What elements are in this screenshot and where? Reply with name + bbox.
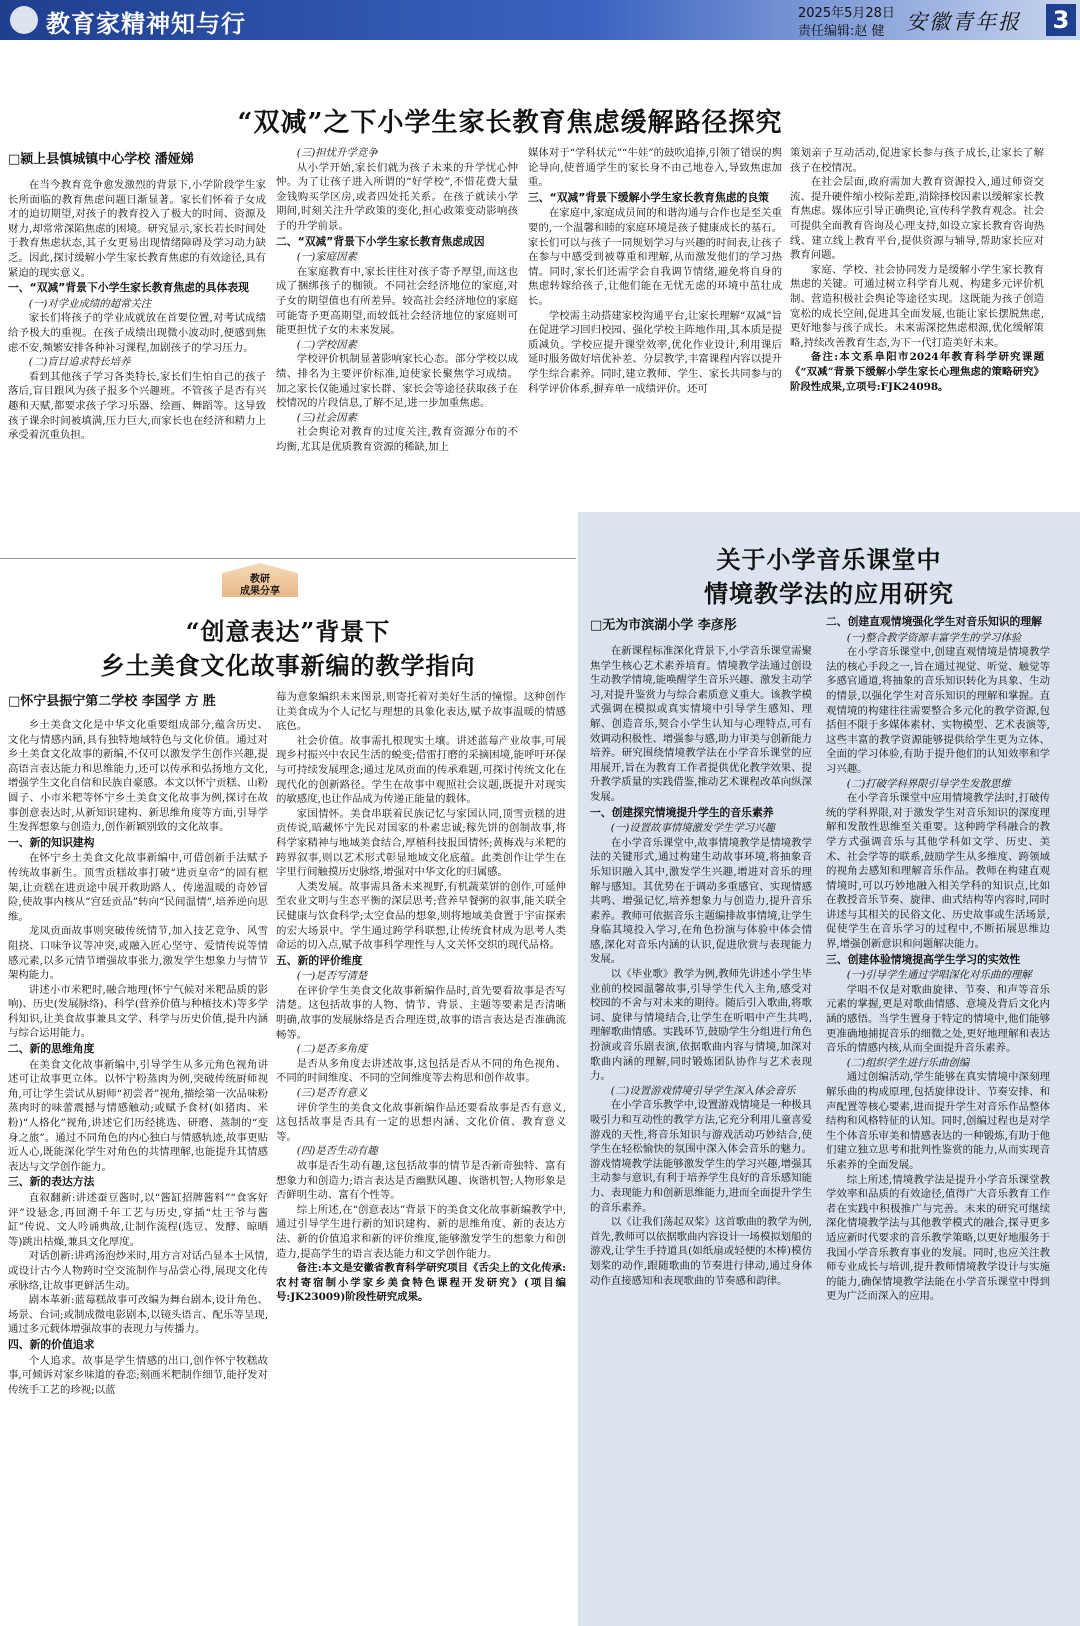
subsection-heading: (二)学校因素 xyxy=(296,338,357,351)
paragraph: 在小学音乐课堂中,故事情境教学是情境教学法的关键形式,通过构建生动故事环境,将抽象音乐知识融入其中,激发学生兴趣,增进对音乐的理解与感知。其优势在于调动多重感官、实现情感共鸣、增强记忆,培养想象力与创造力,提升音乐素养。教师可依据音乐主题编排故事情境,让学生身临其境投入学习,在角色扮演与体验中体会情感,深化对音乐内涵的认识,促进欣赏与表现能力发展。 xyxy=(590,836,812,966)
paragraph: 是否从多角度去讲述故事,这包括是否从不同的角色视角、不同的时间维度、不同的空间维度等去构思和创作故事。 xyxy=(276,1057,566,1085)
paragraph: 故事是否生动有趣,这包括故事的情节是否新奇独特、富有想象力和创造力;语言表达是否幽默风趣、诙谐机智;人物形象是否鲜明生动、富有个性等。 xyxy=(276,1160,566,1202)
paragraph-continued: 媒体对于“学科状元”“牛娃”的鼓吹追捧,引领了错误的舆论导向,使普通学生的家长身不由己地卷入,导致焦虑加重。 xyxy=(528,147,782,189)
article2-byline: □怀宁县振宁第二学校 李国学 方 胜 xyxy=(8,694,216,709)
article3-byline: □无为市滨湖小学 李彦彤 xyxy=(590,618,737,633)
article1-column-2 xyxy=(276,146,518,558)
paragraph: 社会价值。故事需扎根现实土壤。讲述蓝莓产业故事,可展现乡村振兴中农民生活的蜕变;借雷打磨的采摘困境,能呼吁环保与可持续发展理念;通过龙凤贡面的传承难题,可探讨传统文化在现代化的创新路径。学生在故事中观照社会议题,既提升对现实的敏感度,也让作品成为传递正能量的载体。 xyxy=(276,734,566,806)
section-heading: 三、创建体验情境提高学生学习的实效性 xyxy=(826,952,1021,966)
article2-title-line1: “创意表达”背景下 xyxy=(185,617,391,646)
paragraph: 家国情怀。美食串联着民族记忆与家国认同,顶雪贡糕的进贡传说,暗藏怀宁先民对国家的朴素忠诚;稼先饼的创制故事,将科学家精神与地域美食结合,厚植科技报国情怀;黄梅戏与米粑的跨界叙事,则以艺术形式彰显地域文化底蕴。此类创作让学生在字里行间触摸历史脉络,增强对中华文化的归属感。 xyxy=(276,807,566,879)
article2-title-line2: 乡土美食文化故事新编的教学指向 xyxy=(100,651,476,680)
paragraph: 对话创新:讲鸡汤泡炒米时,用方言对话凸显本土风情,或设计古今人物跨时空交流制作与品尝心得,展现文化传承脉络,让故事更鲜活生动。 xyxy=(8,1250,268,1292)
paragraph: 社会舆论对教育的过度关注,教育资源分布的不均衡,尤其是优质教育资源的稀缺,加上 xyxy=(276,426,518,453)
paragraph: 直叙翻新:讲述蚕豆酱时,以“酱缸招牌酱料”“食客好评”设悬念,再回溯千年工艺与历史,穿插“灶王爷与酱缸”传说、文人吟诵典故,让制作流程(选豆、发酵、晾晒等)跳出枯燥,兼具文化厚度。 xyxy=(8,1192,268,1248)
paragraph: 人类发展。故事需具备未来视野,有机蔬菜饼的创作,可延伸至农业文明与生态平衡的深层思考;营养早餐粥的叙事,能关联全民健康与饮食科学;太空食品的想象,则将地域美食置于宇宙探索的宏大场景中。学生通过跨学科联想,让传统食材成为思考人类命运的切入点,赋予故事科学理性与人文关怀交织的现代品格。 xyxy=(276,880,566,952)
paragraph: 家长们将孩子的学业成就放在首要位置,对考试成绩给予极大的重视。在孩子成绩出现微小波动时,便感到焦虑不安,频繁安排各种补习课程,加剧孩子的学习压力。 xyxy=(8,312,266,354)
paragraph: 在美食文化故事新编中,引导学生从多元角色视角讲述可让故事更立体。以怀宁粉蒸肉为例,突破传统厨师视角,可让学生尝试从厨师“初尝者”视角,描绘第一次品味粉蒸肉时的味蕾震撼与情感触动;或赋予食材(如猪肉、米粉)“人格化”视角,讲述它们历经挑选、研磨、蒸制的“变身之旅”。通过不同角色的内心独白与情感轨迹,故事更贴近人心,既能深化学生对角色的共情理解,也能提升其情感表达与文学创作能力。 xyxy=(8,1058,268,1173)
subsection-heading: (三)担忧升学竞争 xyxy=(296,147,378,159)
subsection-heading: (一)引导学生通过学唱深化对乐曲的理解 xyxy=(846,969,1032,982)
article1-column-1 xyxy=(8,178,266,558)
section-heading: 二、创建直观情境强化学生对音乐知识的理解 xyxy=(826,615,1042,628)
paragraph: 讲述小市米粑时,融合地理(怀宁气候对米粑品质的影响)、历史(发展脉络)、科学(营养价值与种植技术)等多学科知识,让美食故事兼具文学、科学与历史价值,提升内涵与综合运用能力。 xyxy=(8,983,268,1040)
paragraph: 在家庭中,家庭成员间的和谐沟通与合作也是至关重要的,一个温馨和睦的家庭环境是孩子健康成长的基石。家长们可以与孩子一同规划学习与兴趣的时间表,让孩子在参与中感受到被尊重和理解,从而激发他们的学习热情。同时,家长们还需学会自我调节情绪,避免将自身的焦虑转嫁给孩子,让他们能在无忧无虑的环境中茁壮成长。 xyxy=(528,207,782,307)
section-heading: 一、“双减”背景下小学生家长教育焦虑的具体表现 xyxy=(8,281,249,295)
paragraph: 在怀宁乡土美食文化故事新编中,可借创新手法赋予传统故事新生。顶雪贡糕故事打破“进贡皇帝”的固有框架,让贡糕在进贡途中展开救助路人、传递温暖的奇妙冒险,使故事内核从“宫廷贡品”转向“民间温情”,培养逆向思维。 xyxy=(8,852,268,923)
article1-column-4 xyxy=(790,146,1044,506)
paragraph-continued: 莓为意象编织未来图景,则寄托着对美好生活的憧憬。这种创作让美食成为个人记忆与理想的具象化表达,赋予故事温暖的情感底色。 xyxy=(276,691,566,733)
paragraph: 在小学音乐课堂中应用情境教学法时,打破传统的学科界限,对于激发学生对音乐知识的深度理解和发散性思维至关重要。这种跨学科融合的教学方式强调音乐与其他学科如文学、历史、美术、社会学等的联系,鼓励学生从多维度、跨领域的视角去感知和理解音乐作品。教师在构建直观情境时,可以巧妙地融入相关学科的知识点,比如在教授音乐节奏、旋律、曲式结构等内容时,同时讲述与其相关的民俗文化、历史故事或生活场景,促使学生在音乐学习的过程中,不断拓展思维边界,增强创新意识和问题解决能力。 xyxy=(826,792,1050,951)
subsection-heading: (一)家庭因素 xyxy=(296,251,357,264)
section-divider xyxy=(0,558,576,559)
paragraph: 剧本革新:蓝莓糕故事可改编为舞台剧本,设计角色、场景、台词;或制成微电影剧本,以镜头语言、配乐等呈现,通过多元载体增强故事的表现力与传播力。 xyxy=(8,1294,268,1336)
article3-title-line2: 情境教学法的应用研究 xyxy=(704,579,954,608)
page-number: 3 xyxy=(1046,4,1076,36)
paragraph: 以《毕业歌》教学为例,教师先讲述小学生毕业前的校园温馨故事,引导学生代入主角,感受对校园的不舍与对未来的期待。随后引入歌曲,将歌词、旋律与情境结合,让学生在听唱中产生共鸣,理解歌曲情感。实践环节,鼓励学生分组进行角色扮演或音乐剧表演,依据歌曲内容与情境,加深对歌曲内涵的理解,同时锻炼团队协作与艺术表现力。 xyxy=(590,968,812,1083)
subsection-heading: (一)设置故事情境激发学生学习兴趣 xyxy=(610,822,775,835)
paragraph: 在新课程标准深化背景下,小学音乐课堂需聚焦学生核心艺术素养培育。情境教学法通过创设生动教学情境,能唤醒学生音乐兴趣、激发主动学习,对提升鉴赏力与综合素质意义重大。该教学模式强调在模拟或真实情境中引导学生感知、理解、创造音乐,契合小学生认知与心理特点,可有效调动积极性、增强参与感,助力审美与创新能力培养。研究围绕情境教学法在小学音乐课堂的应用展开,旨在为教育工作者提供优化教学效果、提升教学质量的实践借鉴,推动艺术课程改革向纵深发展。 xyxy=(590,645,812,803)
section-heading: 四、新的价值追求 xyxy=(8,1337,95,1351)
section-heading: 二、新的思维角度 xyxy=(8,1042,95,1056)
subsection-heading: (一)整合教学资源丰富学生的学习体验 xyxy=(846,631,1022,644)
paragraph: 在评价学生美食文化故事新编作品时,首先要看故事是否写清楚。这包括故事的人物、情节、背景、主题等要素是否清晰明确,故事的发展脉络是否合理连贯,故事的语言表达是否准确流畅等。 xyxy=(276,984,566,1041)
paragraph-continued: 策划亲子互动活动,促进家长参与孩子成长,让家长了解孩子在校情况。 xyxy=(790,147,1044,174)
paragraph: 评价学生的美食文化故事新编作品还要看故事是否有意义,这包括故事是否具有一定的思想内涵、文化价值、教育意义等。 xyxy=(276,1101,566,1143)
paragraph: 学校评价机制显著影响家长心态。部分学校以成绩、排名为主要评价标准,迫使家长聚焦学习成绩。加之家长仅能通过家长群、家长会等途径获取孩子在校情况的片段信息,了解不足,进一步加重焦虑。 xyxy=(276,353,518,410)
column-tag xyxy=(210,562,310,600)
subsection-heading: (三)社会因素 xyxy=(296,411,357,424)
paragraph: 综上所述,情境教学法是提升小学音乐课堂教学效率和品质的有效途径,值得广大音乐教育工作者在实践中积极推广与完善。未来的研究可继续深化情境教学法与其他教学模式的融合,探寻更多适应新时代要求的音乐教学策略,以更好地服务于我国小学音乐教育事业的发展。同时,也应关注教师专业成长与培训,提升教师情境教学设计与实施的能力,确保情境教学法能在小学音乐课堂中得到更为广泛而深入的应用。 xyxy=(826,1173,1050,1303)
article-note: 备注:本文是安徽省教育科学研究项目《舌尖上的文化传承:农村寄宿制小学家乡美食特色课程开发研究》(项目编号:JK23009)阶段性研究成果。 xyxy=(276,1262,566,1304)
editor-credit: 责任编辑:赵 健 xyxy=(798,24,885,39)
section-heading: 一、新的知识建构 xyxy=(8,835,95,849)
article3-column-1 xyxy=(590,644,812,1622)
section-heading: 一、创建探究情境提升学生的音乐素养 xyxy=(590,805,774,819)
section-heading: 五、新的评价维度 xyxy=(276,953,363,967)
paragraph: 通过创编活动,学生能够在真实情境中深刻理解乐曲的构成原理,包括旋律设计、节奏安排、和声配置等核心要素,进而提升学生对音乐作品整体结构和风格特征的认知。同时,创编过程也是对学生个体音乐审美和情感表达的一种锻炼,有助于他们建立独立思考和批判性鉴赏的能力,从而实现音乐素养的全面发展。 xyxy=(826,1071,1050,1171)
subsection-heading: (二)设置游戏情境引导学生深入体会音乐 xyxy=(610,1084,796,1097)
paragraph: 看到其他孩子学习各类特长,家长们生怕自己的孩子落后,盲目跟风为孩子报多个兴趣班。不管孩子是否有兴趣和天赋,都要求孩子学习乐器、绘画、舞蹈等。这导致孩子课余时间被填满,压力巨大,而家长也在经济和精力上承受着沉重负担。 xyxy=(8,370,266,442)
paragraph: 家庭、学校、社会协同发力是缓解小学生家长教育焦虑的关键。可通过树立科学育儿观、构建多元评价机制、营造积极社会舆论等途径实现。这既能为孩子创造宽松的成长空间,促进其全面发展,也能让家长摆脱焦虑,更好地参与孩子成长。未来需深挖焦虑根源,优化缓解策略,持续改善教育生态,为下一代打造美好未来。 xyxy=(790,263,1044,349)
subsection-heading: (一)是否写清楚 xyxy=(296,970,368,983)
subsection-heading: (一)对学业成绩的超常关注 xyxy=(28,297,152,310)
paragraph: 乡土美食文化是中华文化重要组成部分,蕴含历史、文化与情感内涵,具有独特地域特色与文化价值。通过对乡土美食文化故事的新编,不仅可以激发学生创作兴趣,提高语言表达能力和思维能力,还可以传承和弘扬地方文化,增强学生文化自信和民族自豪感。本文以怀宁贡糕、山粉圆子、小市米粑等怀宁乡土美食文化故事为例,探讨在故事创意表达时,从新知识建构、新思维角度等方面,引导学生发挥想象与创造力,创作新颖别致的文化故事。 xyxy=(8,719,268,834)
article3-title-line1: 关于小学音乐课堂中 xyxy=(716,545,942,574)
paragraph: 在家庭教育中,家长往往对孩子寄予厚望,而这也成了捆绑孩子的枷锁。不同社会经济地位的家庭,对子女的期望值也有所差异。较高社会经济地位的家庭可能寄予更高期望,而较低社会经济地位的家庭则可能更担忧子女的未来发展。 xyxy=(276,265,518,337)
article1-byline: □颍上县慎城镇中心学校 潘娅娣 xyxy=(8,152,194,167)
section-logo-icon xyxy=(10,6,38,34)
subsection-heading: (二)是否多角度 xyxy=(296,1043,368,1056)
section-title: 教育家精神知与行 xyxy=(46,10,246,38)
subsection-heading: (二)盲目追求特长培养 xyxy=(28,356,131,369)
column-tag-line2: 成果分享 xyxy=(240,586,280,597)
article2-column-1 xyxy=(8,718,268,1622)
article1-title: “双减”之下小学生家长教育焦虑缓解路径探究 xyxy=(237,108,783,138)
section-heading: 三、“双减”背景下缓解小学生家长教育焦虑的良策 xyxy=(528,190,769,204)
paragraph: 学校需主动搭建家校沟通平台,让家长理解“双减”旨在促进学习回归校园、强化学校主阵地作用,其本质是提质减负。学校应提升课堂效率,优化作业设计,利用课后延时服务做好培优补差、分层教学,丰富课程内容以提升学生综合素养。同时,建立教师、学生、家长共同参与的科学评价体系,摒弃单一成绩评价。还可 xyxy=(528,309,782,395)
subsection-heading: (四)是否生动有趣 xyxy=(296,1145,378,1158)
section-heading: 二、“双减”背景下小学生家长教育焦虑成因 xyxy=(276,234,485,248)
paragraph: 学唱不仅是对歌曲旋律、节奏、和声等音乐元素的掌握,更是对歌曲情感、意境及背后文化内涵的感悟。当学生置身于特定的情境中,他们能够更准确地捕捉音乐的细微之处,更好地理解和表达音乐的情感内核,从而全面提升音乐素养。 xyxy=(826,983,1050,1055)
subsection-heading: (二)组织学生进行乐曲创编 xyxy=(846,1056,970,1069)
paragraph: 从小学开始,家长们就为孩子未来的升学忧心忡忡。为了让孩子进入所谓的“好学校”,不惜花费大量金钱购买学区房,或者四处托关系。在孩子就读小学期间,时刻关注升学政策的变化,担心政策变动影响孩子的升学前景。 xyxy=(276,161,518,232)
paragraph: 综上所述,在“创意表达”背景下的美食文化故事新编教学中,通过引导学生进行新的知识建构、新的思维角度、新的表达方法、新的价值追求和新的评价维度,能够激发学生的想象力和创造力,提高学生的语言表达能力和文学创作能力。 xyxy=(276,1203,566,1260)
subsection-heading: (二)打破学科界限引导学生发散思维 xyxy=(846,777,1011,790)
paragraph: 在社会层面,政府需加大教育资源投入,通过师资交流、提升硬件缩小校际差距,消除择校因素以缓解家长教育焦虑。媒体应引导正确舆论,宣传科学教育观念。社会可提供全面教育咨询及心理支持,如设立家长教育咨询热线、建立线上教育平台,提供资源与辅导,帮助家长应对教育问题。 xyxy=(790,176,1044,262)
subsection-heading: (三)是否有意义 xyxy=(296,1087,368,1100)
paragraph: 在当今教育竞争愈发激烈的背景下,小学阶段学生家长所面临的教育焦虑问题日渐显著。家长们怀着子女成才的迫切期望,对孩子的教育投入了极大的时间、资源及财力,却常常深陷焦虑的困境。研究显示,家长若长时间处于教育焦虑状态,其子女更易出现情绪障碍及学习动力缺乏。因此,探讨缓解小学生家长教育焦虑的有效途径,具有紧迫的现实意义。 xyxy=(8,179,266,279)
article3-column-2 xyxy=(826,614,1050,1622)
paragraph: 在小学音乐课堂中,创建直观情境是情境教学法的核心手段之一,旨在通过视觉、听觉、触觉等多感官通道,将抽象的音乐知识转化为具象、生动的情景,以强化学生对音乐知识的理解和掌握。直观情境的构建往往需要整合多元化的教学资源,包括但不限于多媒体素材、实物模型、艺术表演等,这些丰富的教学资源能够提供给学生更为立体、全面的学习体验,有助于提升他们的认知效率和学习兴趣。 xyxy=(826,646,1050,775)
paper-masthead: 安徽青年报 xyxy=(906,10,1021,34)
section-heading: 三、新的表达方法 xyxy=(8,1175,95,1189)
paragraph: 个人追求。故事是学生情感的出口,创作怀宁牧糕故事,可倾诉对家乡味道的眷恋;刻画米粑制作细节,能抒发对传统手工艺的珍视;以蓝 xyxy=(8,1354,268,1396)
issue-date: 2025年5月28日 xyxy=(798,6,895,21)
paragraph: 在小学音乐教学中,设置游戏情境是一种极具吸引力和互动性的教学方法,它充分利用儿童喜爱游戏的天性,将音乐知识与游戏活动巧妙结合,使学生在轻松愉快的氛围中深入体会音乐的魅力。游戏情境教学法能够激发学生的学习兴趣,增强其主动参与意识,有利于培养学生良好的音乐感知能力、表现能力和创新思维能力,进而全面提升学生的音乐素养。 xyxy=(590,1099,812,1214)
article-note: 备注:本文系阜阳市2024年教育科学研究课题《“双减”背景下缓解小学生家长心理焦虑的策略研究》阶段性成果,立项号:FJK24098。 xyxy=(790,351,1044,393)
paragraph: 龙凤贡面故事则突破传统情节,加入技艺竞争、风雪阻挠、口味争议等冲突,或融入匠心坚守、爱情传说等情感元素,以多元情节增强故事张力,激发学生想象力与情节架构能力。 xyxy=(8,925,268,982)
column-tag-line1: 教研 xyxy=(250,574,270,585)
article2-column-2 xyxy=(276,690,566,1622)
paragraph: 以《让我们荡起双桨》这首歌曲的教学为例,首先,教师可以依据歌曲内容设计一场模拟划船的游戏,让学生手持道具(如纸扇或轻便的木棒)模仿划桨的动作,跟随歌曲的节奏进行律动,通过身体动作直接感知和表现歌曲的节奏感和韵律。 xyxy=(590,1216,812,1287)
article1-column-3 xyxy=(528,146,782,506)
